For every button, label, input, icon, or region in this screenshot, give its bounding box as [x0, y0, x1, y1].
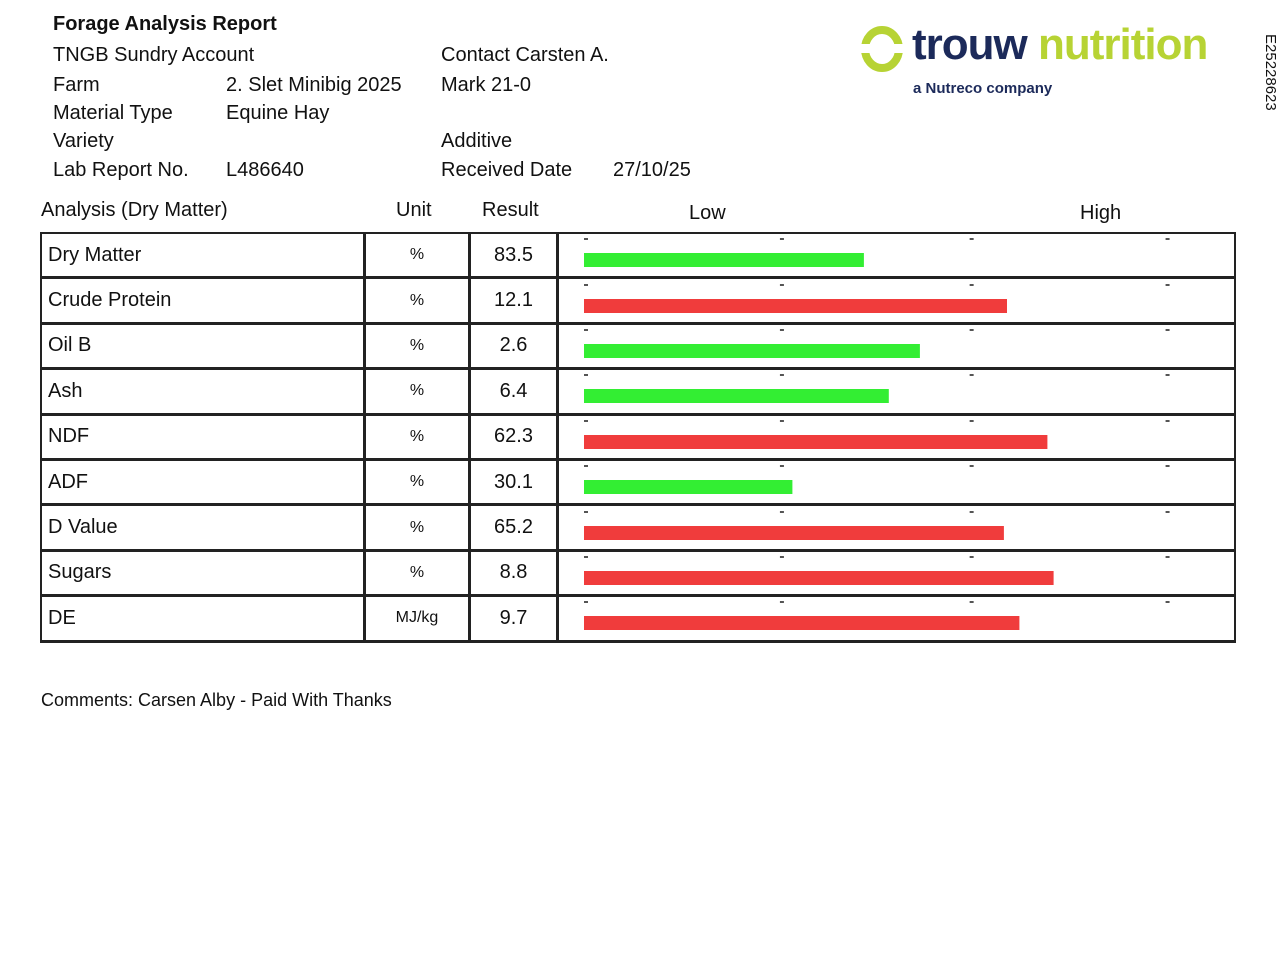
range-bar-chart	[559, 416, 1234, 458]
analysis-result: 6.4	[471, 370, 559, 412]
result-bar	[584, 299, 1007, 313]
range-bar-chart	[559, 234, 1234, 276]
scale-tick	[1166, 601, 1170, 603]
range-bar-chart	[559, 280, 1234, 322]
table-row	[42, 416, 1234, 461]
logo-wordmark	[912, 20, 1207, 70]
variety-label: Variety	[53, 130, 114, 152]
analysis-name: Crude Protein	[42, 279, 366, 321]
range-bar-cell	[559, 506, 1234, 548]
scale-tick	[780, 238, 784, 240]
scale-tick	[970, 374, 974, 376]
range-bar-cell	[559, 370, 1234, 412]
range-bar-cell	[559, 416, 1234, 458]
analysis-name: DE	[42, 597, 366, 639]
result-bar	[584, 435, 1047, 449]
scale-tick	[970, 556, 974, 558]
scale-tick	[780, 601, 784, 603]
range-bar-cell	[559, 552, 1234, 594]
scale-tick	[584, 284, 588, 286]
analysis-result: 2.6	[471, 325, 559, 367]
sample-id-vertical: E25228623	[1262, 34, 1279, 111]
scale-tick	[584, 374, 588, 376]
received-date-value: 27/10/25	[613, 159, 691, 181]
scale-tick	[1166, 238, 1170, 240]
range-bar-cell	[559, 461, 1234, 503]
analysis-name: ADF	[42, 461, 366, 503]
header-unit: Unit	[396, 199, 432, 221]
range-bar-chart	[559, 597, 1234, 639]
farm-label: Farm	[53, 74, 100, 96]
analysis-result: 62.3	[471, 416, 559, 458]
range-bar-cell	[559, 597, 1234, 639]
analysis-name: Dry Matter	[42, 234, 366, 276]
scale-tick	[1166, 420, 1170, 422]
scale-tick	[1166, 465, 1170, 467]
analysis-unit: MJ/kg	[366, 597, 471, 639]
analysis-result: 83.5	[471, 234, 559, 276]
scale-tick	[584, 420, 588, 422]
result-bar	[584, 480, 792, 494]
analysis-unit: %	[366, 416, 471, 458]
analysis-result: 12.1	[471, 279, 559, 321]
scale-tick	[1166, 374, 1170, 376]
scale-tick	[780, 374, 784, 376]
scale-tick	[780, 465, 784, 467]
result-bar	[584, 526, 1004, 540]
analysis-result: 30.1	[471, 461, 559, 503]
analysis-unit: %	[366, 370, 471, 412]
analysis-name: NDF	[42, 416, 366, 458]
range-bar-cell	[559, 325, 1234, 367]
analysis-unit: %	[366, 279, 471, 321]
table-row	[42, 461, 1234, 506]
lab-report-label: Lab Report No.	[53, 159, 189, 181]
table-row	[42, 552, 1234, 597]
scale-tick	[584, 238, 588, 240]
result-bar	[584, 571, 1054, 585]
logo-word-trouw: trouw	[912, 20, 1027, 69]
material-type-label: Material Type	[53, 102, 173, 124]
analysis-unit: %	[366, 552, 471, 594]
range-bar-chart	[559, 461, 1234, 503]
results-table	[40, 232, 1236, 643]
range-bar-chart	[559, 552, 1234, 594]
result-bar	[584, 389, 889, 403]
scale-tick	[584, 329, 588, 331]
analysis-unit: %	[366, 461, 471, 503]
analysis-unit: %	[366, 506, 471, 548]
trouw-logo-icon	[860, 24, 904, 74]
comments: Comments: Carsen Alby - Paid With Thanks	[41, 690, 392, 710]
analysis-name: Sugars	[42, 552, 366, 594]
scale-tick	[584, 556, 588, 558]
logo-subtitle: a Nutreco company	[913, 80, 1053, 97]
header-high: High	[1080, 202, 1122, 224]
analysis-unit: %	[366, 325, 471, 367]
scale-tick	[780, 329, 784, 331]
analysis-name: Ash	[42, 370, 366, 412]
scale-tick	[1166, 511, 1170, 513]
range-bar-chart	[559, 370, 1234, 412]
analysis-result: 65.2	[471, 506, 559, 548]
scale-tick	[780, 511, 784, 513]
account-name: TNGB Sundry Account	[53, 44, 255, 66]
result-bar	[584, 616, 1019, 630]
scale-tick	[970, 511, 974, 513]
scale-tick	[970, 284, 974, 286]
range-bar-cell	[559, 279, 1234, 321]
scale-tick	[970, 238, 974, 240]
analysis-name: D Value	[42, 506, 366, 548]
scale-tick	[584, 465, 588, 467]
scale-tick	[970, 329, 974, 331]
analysis-unit: %	[366, 234, 471, 276]
header-low: Low	[689, 202, 726, 224]
range-bar-chart	[559, 507, 1234, 549]
scale-tick	[780, 556, 784, 558]
scale-tick	[1166, 329, 1170, 331]
contact-name: Contact Carsten A.	[441, 44, 609, 66]
scale-tick	[780, 420, 784, 422]
scale-tick	[584, 511, 588, 513]
table-row	[42, 597, 1234, 642]
range-bar-chart	[559, 325, 1234, 367]
scale-tick	[780, 284, 784, 286]
table-row	[42, 370, 1234, 415]
additive-label: Additive	[441, 130, 513, 152]
farm-value: 2. Slet Minibig 2025	[226, 74, 402, 96]
analysis-result: 9.7	[471, 597, 559, 639]
result-bar	[584, 344, 920, 358]
header-analysis: Analysis (Dry Matter)	[41, 199, 228, 221]
material-type-value: Equine Hay	[226, 102, 330, 124]
sample-mark: Mark 21-0	[441, 74, 532, 96]
table-row	[42, 234, 1234, 279]
analysis-name: Oil B	[42, 325, 366, 367]
scale-tick	[970, 465, 974, 467]
range-bar-cell	[559, 234, 1234, 276]
report-title: Forage Analysis Report	[53, 13, 277, 35]
table-row	[42, 325, 1234, 370]
scale-tick	[584, 601, 588, 603]
scale-tick	[970, 601, 974, 603]
table-row	[42, 279, 1234, 324]
logo-word-nutrition: nutrition	[1038, 20, 1208, 69]
header-result: Result	[482, 199, 539, 221]
analysis-result: 8.8	[471, 552, 559, 594]
scale-tick	[1166, 556, 1170, 558]
result-bar	[584, 253, 864, 267]
scale-tick	[1166, 284, 1170, 286]
scale-tick	[970, 420, 974, 422]
received-date-label: Received Date	[441, 159, 573, 181]
table-row	[42, 506, 1234, 551]
lab-report-value: L486640	[226, 159, 304, 181]
